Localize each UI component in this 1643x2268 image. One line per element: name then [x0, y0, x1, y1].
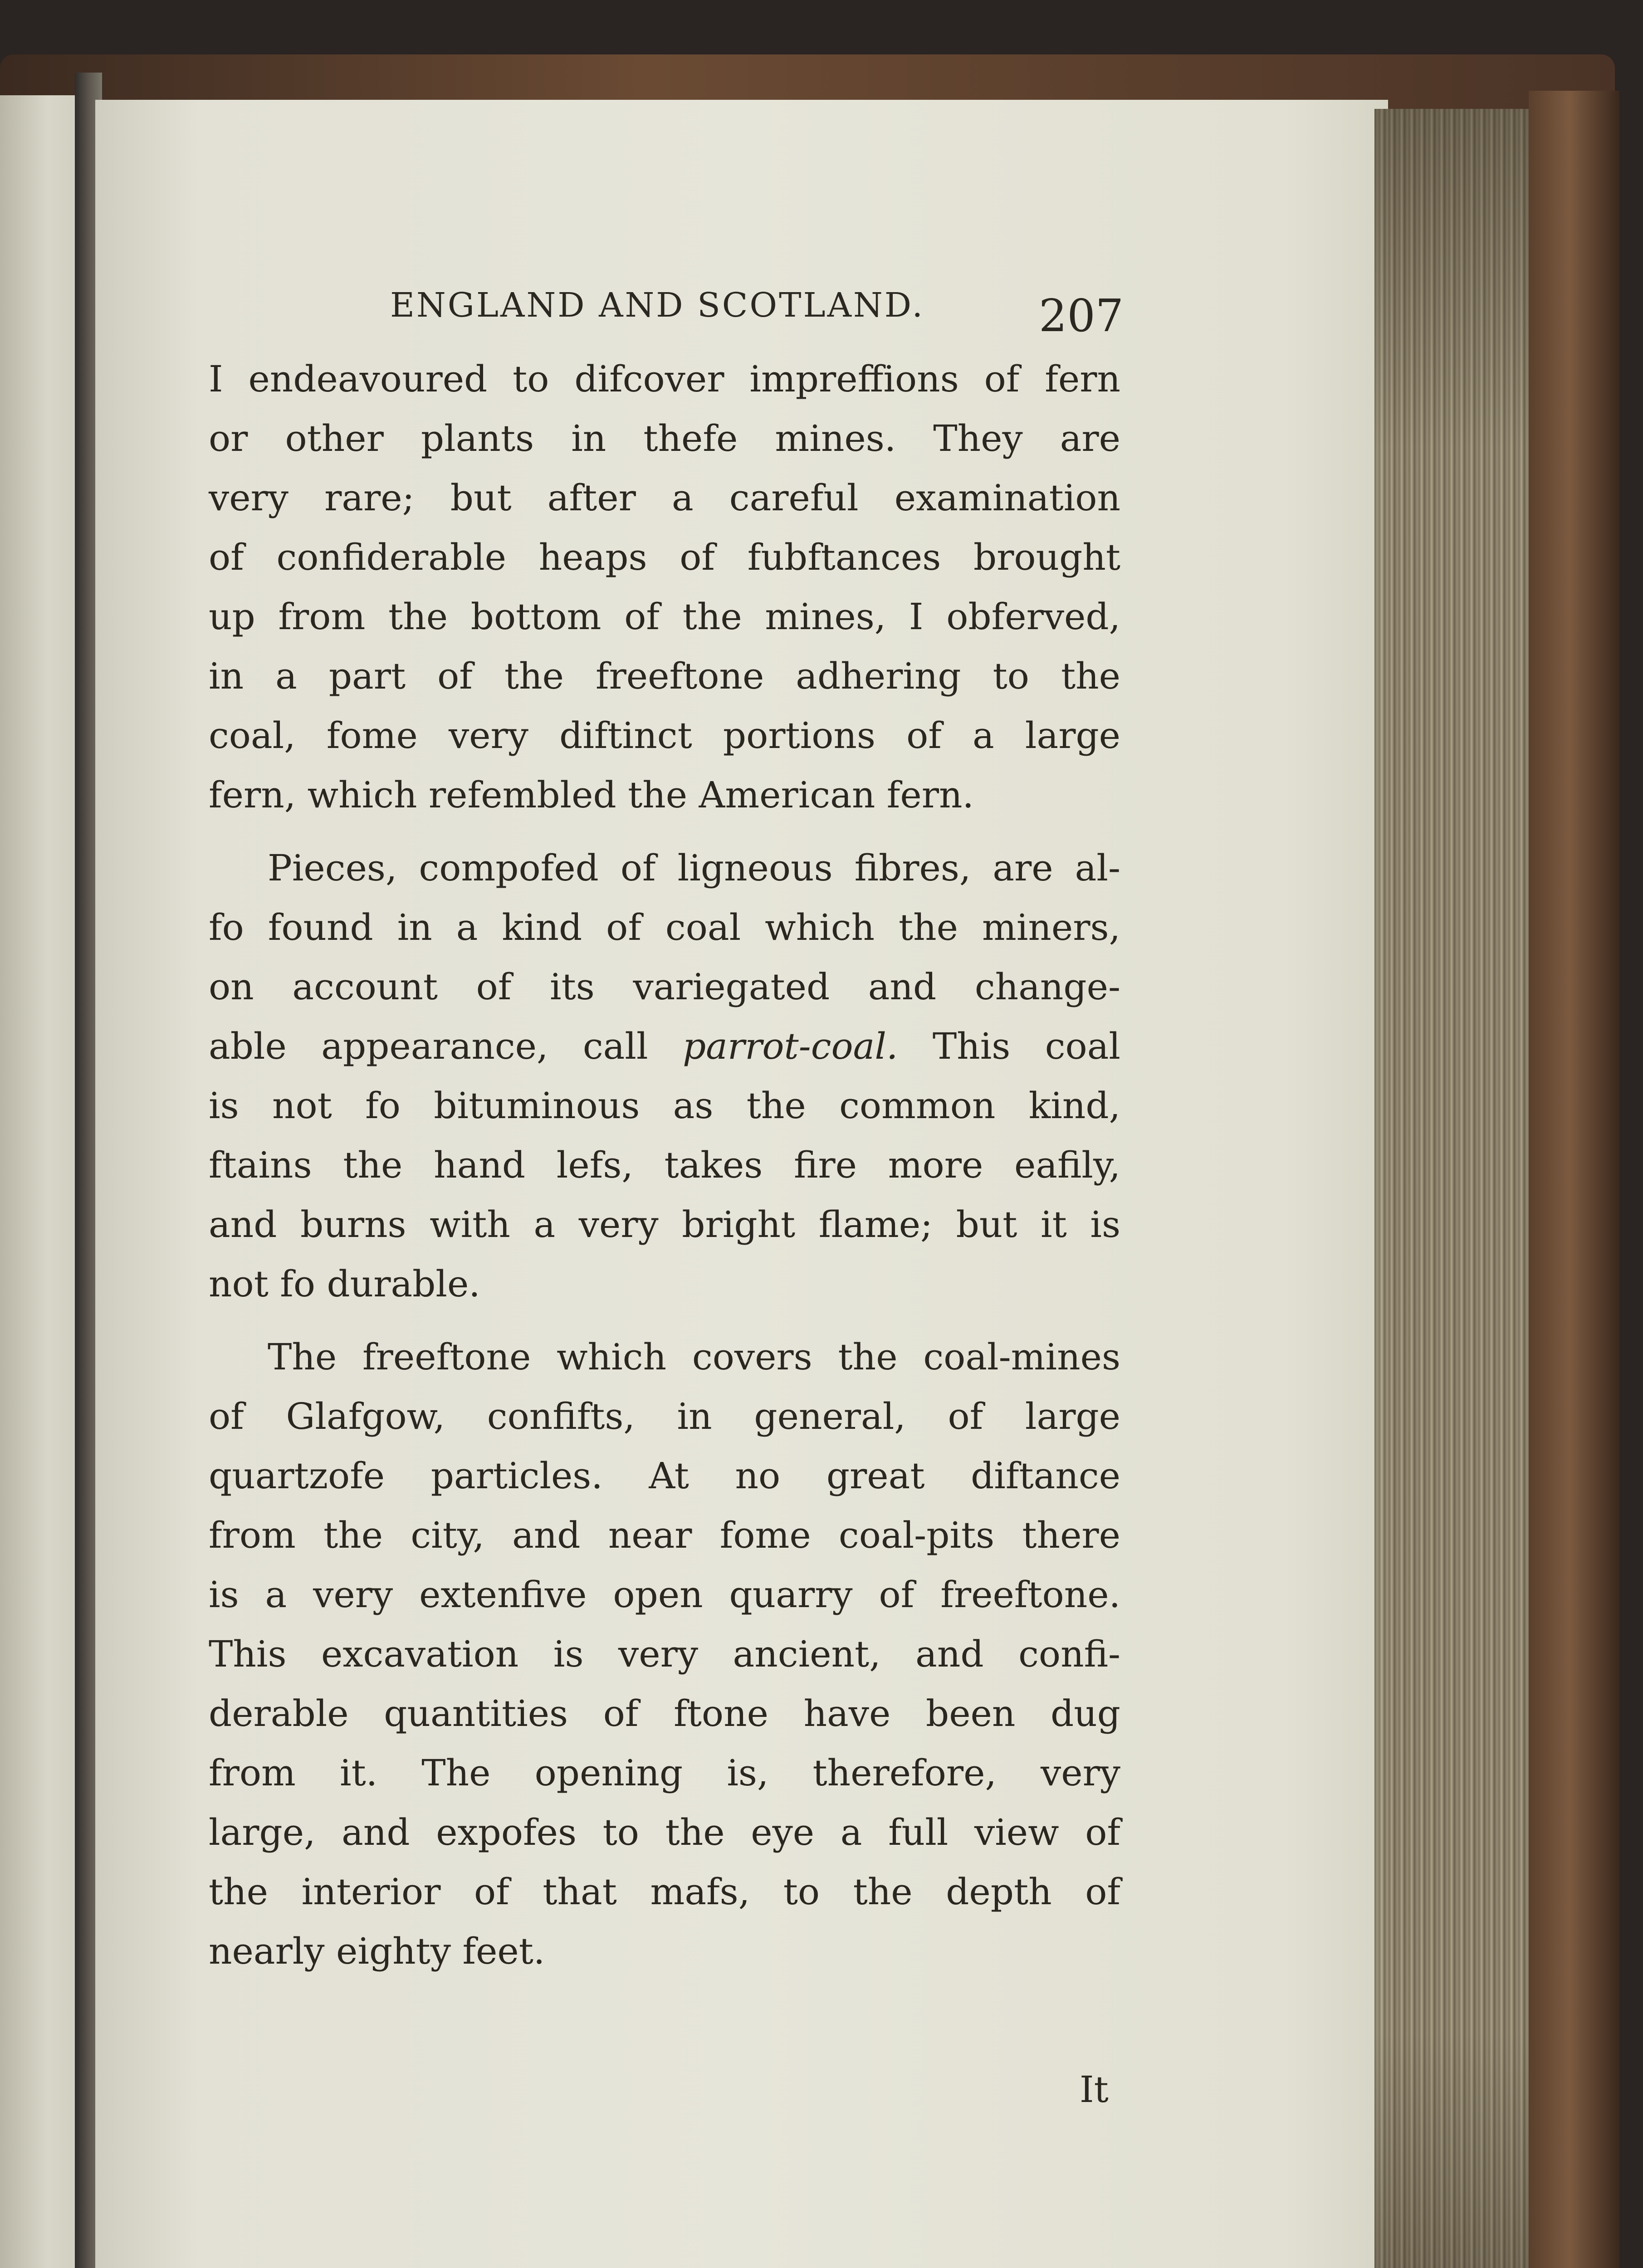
text-line: nearly eighty feet.: [209, 1930, 545, 1972]
text-line: quartzofe particles. At no great diftance: [209, 1455, 1120, 1497]
text-line: Pieces, compofed of ligneous fibres, are al-: [268, 847, 1120, 889]
text-line: very rare; but after a careful examination: [209, 477, 1120, 519]
text-line: ftains the hand lefs, takes fire more eafily,: [209, 1144, 1120, 1186]
text-line: fern, which refembled the American fern.: [209, 774, 974, 816]
text-line: from it. The opening is, therefore, very: [209, 1752, 1120, 1794]
text-line: The freeftone which covers the coal-mines: [268, 1336, 1120, 1378]
text-line: is not fo bituminous as the common kind,: [209, 1085, 1120, 1127]
text-run: This coal: [932, 1025, 1121, 1067]
text-line: not fo durable.: [209, 1263, 480, 1305]
text-run: able appearance, call: [209, 1025, 648, 1067]
text-line: derable quantities of ftone have been dug: [209, 1692, 1120, 1735]
text-line: or other plants in thefe mines. They are: [209, 417, 1120, 459]
page-block-shade: [1374, 109, 1529, 2268]
text-line: from the city, and near fome coal-pits there: [209, 1514, 1120, 1556]
text-line: of Glafgow, confifts, in general, of large: [209, 1395, 1120, 1437]
text-line: the interior of that mafs, to the depth of: [209, 1871, 1120, 1913]
text-line: is a very extenfive open quarry of freeftone.: [209, 1574, 1120, 1616]
text-line: This excavation is very ancient, and confi-: [209, 1633, 1120, 1675]
text-line: fo found in a kind of coal which the miners,: [209, 906, 1120, 948]
catchword: It: [1080, 2068, 1109, 2111]
paragraph-2: [209, 838, 1120, 1314]
text-line: on account of its variegated and change-: [209, 966, 1120, 1008]
text-line: in a part of the freeftone adhering to the: [209, 655, 1120, 697]
text-line: coal, fome very diftinct portions of a large: [209, 714, 1120, 757]
text-line: [209, 1017, 1120, 1076]
text-line: large, and expofes to the eye a full view of: [209, 1811, 1120, 1853]
text-line: of confiderable heaps of fubftances brought: [209, 536, 1120, 578]
text-line: I endeavoured to difcover impreffions of fern: [209, 358, 1120, 400]
text-line: up from the bottom of the mines, I obferved,: [209, 596, 1120, 638]
paragraph-3: [209, 1327, 1120, 1981]
italic-term: parrot-coal.: [682, 1025, 898, 1067]
text-line: and burns with a very bright flame; but it is: [209, 1203, 1120, 1246]
paragraph-1: [209, 349, 1120, 825]
left-page-edge: [0, 95, 86, 2268]
body-text: [209, 349, 1120, 1981]
running-head: ENGLAND AND SCOTLAND.: [390, 286, 924, 325]
cover-edge: [1529, 91, 1619, 2268]
page-number: 207: [1039, 290, 1124, 342]
